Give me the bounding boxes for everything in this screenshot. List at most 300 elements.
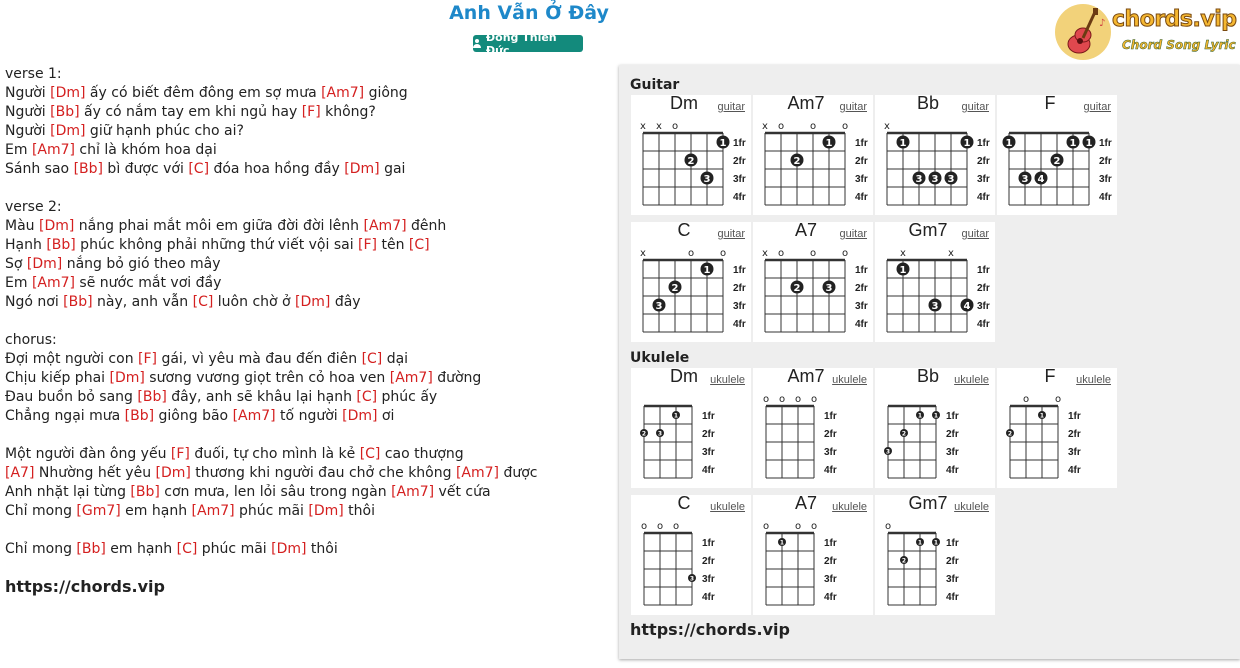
fret-number-label: 3fr bbox=[1068, 447, 1081, 458]
instrument-link[interactable]: ukulele bbox=[832, 374, 867, 386]
chord-name: Am7 bbox=[787, 93, 825, 113]
finger-number: 1 bbox=[1069, 138, 1077, 149]
chord-link[interactable]: [Am7] bbox=[363, 218, 407, 234]
finger-number: 3 bbox=[931, 174, 939, 185]
finger-dot bbox=[916, 411, 924, 420]
lyric-text: chorus: bbox=[5, 332, 57, 348]
chord-name: Dm bbox=[670, 93, 698, 113]
finger-number: 1 bbox=[899, 265, 907, 276]
instrument-link[interactable]: guitar bbox=[717, 228, 745, 240]
song-title: Anh Vẫn Ở Đây bbox=[449, 2, 609, 24]
lyric-text: cao thượng bbox=[380, 446, 464, 462]
fret-number-label: 4fr bbox=[946, 592, 959, 603]
instrument-link[interactable]: guitar bbox=[961, 228, 989, 240]
open-string-mark: o bbox=[687, 248, 695, 259]
fret-number-label: 3fr bbox=[702, 447, 715, 458]
finger-number: 1 bbox=[933, 539, 939, 547]
fret-number-label: 4fr bbox=[1068, 465, 1081, 476]
finger-dot bbox=[685, 154, 698, 168]
svg-text:♪: ♪ bbox=[1099, 18, 1106, 29]
chord-link[interactable]: [Dm] bbox=[50, 123, 86, 139]
chord-diagram-guitar[interactable] bbox=[875, 222, 995, 342]
chord-link[interactable]: [Dm] bbox=[344, 161, 380, 177]
finger-number: 2 bbox=[641, 430, 647, 438]
lyric-text: Đợi một người con bbox=[5, 351, 139, 367]
chord-name: F bbox=[1044, 366, 1056, 386]
finger-dot bbox=[823, 136, 836, 150]
chord-name: C bbox=[677, 220, 691, 240]
muted-string-mark: x bbox=[656, 121, 662, 132]
fret-number-label: 3fr bbox=[1099, 174, 1112, 185]
finger-dot bbox=[900, 556, 908, 565]
fret-number-label: 4fr bbox=[733, 192, 746, 203]
finger-dot bbox=[1067, 136, 1080, 150]
lyric-text: em hạnh bbox=[120, 503, 192, 519]
logo-subtitle: Chord Song Lyric bbox=[1122, 38, 1236, 52]
site-logo[interactable] bbox=[1054, 3, 1240, 63]
finger-dot bbox=[823, 281, 836, 295]
lyric-text: tên bbox=[377, 237, 409, 253]
fret-number-label: 1fr bbox=[855, 138, 868, 149]
finger-number: 2 bbox=[671, 283, 679, 294]
chord-link[interactable]: [Dm] bbox=[38, 218, 75, 234]
chord-link[interactable]: [Am7] bbox=[321, 85, 365, 101]
finger-number: 2 bbox=[687, 156, 695, 167]
fret-number-label: 1fr bbox=[946, 411, 959, 422]
fret-number-label: 2fr bbox=[702, 429, 715, 440]
finger-number: 2 bbox=[1053, 156, 1061, 167]
open-string-mark: o bbox=[1054, 394, 1062, 405]
lyric-line bbox=[5, 255, 605, 274]
lyric-text: nắng phai mắt môi em giữa đời đời lênh bbox=[74, 218, 364, 234]
person-icon bbox=[473, 39, 481, 48]
open-string-mark: o bbox=[794, 521, 802, 532]
finger-dot bbox=[656, 429, 664, 438]
fret-number-label: 2fr bbox=[1099, 156, 1112, 167]
lyric-text: ơi bbox=[377, 408, 395, 424]
site-url-link-panel[interactable]: https://chords.vip bbox=[630, 620, 790, 639]
fret-number-label: 3fr bbox=[946, 574, 959, 585]
fret-number-label: 1fr bbox=[824, 538, 837, 549]
finger-dot bbox=[897, 263, 910, 277]
chord-link[interactable]: [Am7] bbox=[391, 484, 435, 500]
finger-number: 2 bbox=[901, 430, 907, 438]
lyric-line bbox=[5, 141, 605, 160]
lyric-text: đuối, tự cho mình là kẻ bbox=[189, 446, 360, 462]
chord-diagram-guitar[interactable] bbox=[875, 95, 995, 215]
lyric-text: Người bbox=[5, 123, 51, 139]
fret-number-label: 3fr bbox=[946, 447, 959, 458]
lyric-line bbox=[5, 540, 605, 559]
lyric-text: cơn mưa, len lỏi sâu trong ngàn bbox=[159, 484, 392, 500]
open-string-mark: o bbox=[672, 521, 680, 532]
instrument-link[interactable]: guitar bbox=[961, 101, 989, 113]
lyric-text: này, anh vẫn bbox=[92, 294, 193, 310]
muted-string-mark: x bbox=[948, 248, 954, 259]
chord-diagram-guitar[interactable] bbox=[753, 222, 873, 342]
chord-link[interactable]: [Am7] bbox=[191, 503, 235, 519]
chord-link[interactable]: [F] bbox=[301, 104, 321, 120]
chord-link[interactable]: [Dm] bbox=[308, 503, 344, 519]
open-string-mark: o bbox=[841, 121, 849, 132]
open-string-mark: o bbox=[810, 521, 818, 532]
lyric-text: Chẳng ngại mưa bbox=[5, 408, 125, 424]
chord-name: A7 bbox=[794, 493, 818, 513]
finger-dot bbox=[669, 281, 682, 295]
finger-dot bbox=[640, 429, 648, 438]
fret-number-label: 1fr bbox=[977, 265, 990, 276]
chord-link[interactable]: [C] bbox=[356, 389, 378, 405]
fret-number-label: 4fr bbox=[733, 319, 746, 330]
fret-number-label: 2fr bbox=[977, 283, 990, 294]
instrument-link[interactable]: guitar bbox=[839, 101, 867, 113]
chord-diagram-guitar[interactable] bbox=[753, 95, 873, 215]
guitar-logo-icon bbox=[1055, 4, 1111, 60]
open-string-mark: o bbox=[762, 394, 770, 405]
muted-string-mark: x bbox=[762, 121, 768, 132]
chord-link[interactable]: [C] bbox=[176, 541, 198, 557]
lyric-line bbox=[5, 502, 605, 521]
instrument-link[interactable]: ukulele bbox=[954, 374, 989, 386]
artist-name: Đông Thiên Đức bbox=[485, 30, 557, 57]
finger-number: 3 bbox=[655, 301, 663, 312]
finger-number: 1 bbox=[673, 412, 679, 420]
finger-number: 3 bbox=[915, 174, 923, 185]
finger-number: 1 bbox=[917, 539, 923, 547]
lyric-text: đênh bbox=[406, 218, 447, 234]
lyric-line bbox=[5, 160, 605, 179]
chord-link[interactable]: [Am7] bbox=[232, 408, 276, 424]
chord-link[interactable]: [Bb] bbox=[46, 237, 76, 253]
lyric-text: đóa hoa hồng đầy bbox=[209, 161, 345, 177]
chord-diagram-ukulele[interactable] bbox=[631, 495, 751, 615]
lyric-text: Chỉ mong bbox=[5, 503, 77, 519]
fret-number-label: 1fr bbox=[824, 411, 837, 422]
finger-dot bbox=[932, 411, 940, 420]
open-string-mark: o bbox=[884, 521, 892, 532]
chord-name: A7 bbox=[794, 220, 818, 240]
finger-number: 1 bbox=[703, 265, 711, 276]
lyric-text: vết cứa bbox=[434, 484, 491, 500]
lyric-line bbox=[5, 464, 605, 483]
lyric-text: giông bbox=[364, 85, 408, 101]
finger-dot bbox=[1019, 172, 1032, 186]
finger-number: 2 bbox=[1007, 430, 1013, 438]
chord-diagram-guitar[interactable] bbox=[631, 222, 751, 342]
chord-link[interactable]: [Bb] bbox=[50, 104, 80, 120]
logo-text: chords.vip bbox=[1112, 7, 1237, 32]
lyric-text: Sánh sao bbox=[5, 161, 74, 177]
open-string-mark: o bbox=[1022, 394, 1030, 405]
artist-badge[interactable] bbox=[473, 30, 583, 57]
lyric-text: Nhường hết yêu bbox=[34, 465, 156, 481]
chord-link[interactable]: [C] bbox=[188, 161, 210, 177]
instrument-link[interactable]: ukulele bbox=[954, 501, 989, 513]
open-string-mark: o bbox=[762, 521, 770, 532]
fret-number-label: 2fr bbox=[733, 156, 746, 167]
chord-link[interactable]: [Bb] bbox=[124, 408, 155, 424]
lyric-text: thương khi người đau chở che không bbox=[190, 465, 456, 481]
lyric-text: không? bbox=[320, 104, 376, 120]
fret-number-label: 3fr bbox=[702, 574, 715, 585]
fret-number-label: 4fr bbox=[702, 465, 715, 476]
fret-number-label: 2fr bbox=[1068, 429, 1081, 440]
fret-number-label: 2fr bbox=[733, 283, 746, 294]
lyric-text: phúc không phải những thứ viết vội sai bbox=[75, 237, 359, 253]
lyric-text: sẽ nước mắt vơi đầy bbox=[74, 275, 222, 291]
chord-link[interactable]: [Dm] bbox=[50, 85, 86, 101]
finger-number: 1 bbox=[933, 412, 939, 420]
lyric-line bbox=[5, 65, 605, 84]
finger-number: 1 bbox=[779, 539, 785, 547]
finger-number: 2 bbox=[793, 156, 801, 167]
fret-number-label: 1fr bbox=[702, 411, 715, 422]
finger-number: 3 bbox=[1021, 174, 1029, 185]
chord-link[interactable]: [Dm] bbox=[271, 541, 307, 557]
fret-number-label: 1fr bbox=[855, 265, 868, 276]
muted-string-mark: x bbox=[884, 121, 890, 132]
chord-name: Gm7 bbox=[908, 220, 948, 240]
lyric-text: được bbox=[499, 465, 538, 481]
finger-dot bbox=[916, 538, 924, 547]
lyric-text: tố người bbox=[275, 408, 343, 424]
fret-number-label: 4fr bbox=[824, 592, 837, 603]
instrument-link[interactable]: guitar bbox=[839, 228, 867, 240]
lyric-text: Chịu kiếp phai bbox=[5, 370, 110, 386]
chord-link[interactable]: [Bb] bbox=[137, 389, 167, 405]
lyric-text: Chỉ mong bbox=[5, 541, 77, 557]
fret-number-label: 1fr bbox=[733, 138, 746, 149]
chord-name: Gm7 bbox=[908, 493, 948, 513]
lyric-line bbox=[5, 445, 605, 464]
chord-link[interactable]: [Am7] bbox=[31, 275, 75, 291]
chord-name: F bbox=[1044, 93, 1056, 113]
open-string-mark: o bbox=[809, 248, 817, 259]
chord-link[interactable]: [Am7] bbox=[31, 142, 75, 158]
lyric-text: verse 2: bbox=[5, 199, 62, 215]
fret-number-label: 2fr bbox=[946, 429, 959, 440]
fret-number-label: 4fr bbox=[855, 192, 868, 203]
finger-dot bbox=[961, 299, 974, 313]
finger-number: 1 bbox=[719, 138, 727, 149]
open-string-mark: o bbox=[841, 248, 849, 259]
lyric-text: phúc ấy bbox=[377, 389, 438, 405]
finger-dot bbox=[688, 574, 696, 583]
chord-link[interactable]: [Dm] bbox=[155, 465, 191, 481]
lyric-text: Hạnh bbox=[5, 237, 47, 253]
section-label-ukulele: Ukulele bbox=[630, 350, 690, 366]
chord-link[interactable]: [Dm] bbox=[295, 294, 331, 310]
lyrics-body bbox=[5, 65, 605, 559]
chord-link[interactable]: [Dm] bbox=[26, 256, 63, 272]
fret-number-label: 4fr bbox=[977, 192, 990, 203]
chord-diagram-guitar[interactable] bbox=[997, 95, 1117, 215]
lyric-text: đây, anh sẽ khâu lại hạnh bbox=[166, 389, 357, 405]
muted-string-mark: x bbox=[640, 121, 646, 132]
fret-number-label: 2fr bbox=[824, 556, 837, 567]
lyric-text: thôi bbox=[306, 541, 338, 557]
fret-number-label: 3fr bbox=[733, 301, 746, 312]
chord-diagram-guitar[interactable] bbox=[631, 95, 751, 215]
finger-dot bbox=[945, 172, 958, 186]
chord-link[interactable]: [Gm7] bbox=[76, 503, 121, 519]
muted-string-mark: x bbox=[640, 248, 646, 259]
lyric-line bbox=[5, 84, 605, 103]
open-string-mark: o bbox=[794, 394, 802, 405]
lyric-line bbox=[5, 198, 605, 217]
fret-number-label: 4fr bbox=[824, 465, 837, 476]
fret-number-label: 4fr bbox=[977, 319, 990, 330]
finger-dot bbox=[929, 299, 942, 313]
chord-diagram-ukulele[interactable] bbox=[997, 368, 1117, 488]
finger-number: 1 bbox=[1039, 412, 1045, 420]
fret-number-label: 2fr bbox=[702, 556, 715, 567]
chord-name: C bbox=[677, 493, 691, 513]
finger-number: 4 bbox=[1037, 174, 1045, 185]
site-url-link[interactable]: https://chords.vip bbox=[5, 577, 165, 596]
lyric-text: sương vương giọt trên cỏ hoa ven bbox=[144, 370, 390, 386]
lyric-text: gái, vì yêu mà đau đến điên bbox=[157, 351, 362, 367]
chord-link[interactable]: [C] bbox=[361, 351, 383, 367]
chord-link[interactable]: [C] bbox=[192, 294, 214, 310]
lyric-text: phúc mãi bbox=[234, 503, 309, 519]
finger-dot bbox=[653, 299, 666, 313]
finger-dot bbox=[791, 154, 804, 168]
chord-link[interactable]: [F] bbox=[170, 446, 190, 462]
fret-number-label: 3fr bbox=[855, 301, 868, 312]
lyric-text: nắng bỏ gió theo mây bbox=[62, 256, 221, 272]
lyric-text: chỉ là khóm hoa dại bbox=[74, 142, 217, 158]
fret-number-label: 1fr bbox=[702, 538, 715, 549]
lyric-text: verse 1: bbox=[5, 66, 62, 82]
chord-name: Dm bbox=[670, 366, 698, 386]
lyric-text: dại bbox=[382, 351, 409, 367]
lyric-text: bì được với bbox=[102, 161, 189, 177]
muted-string-mark: x bbox=[900, 248, 906, 259]
finger-number: 3 bbox=[885, 448, 891, 456]
lyric-line bbox=[5, 293, 605, 312]
lyric-text: gai bbox=[379, 161, 406, 177]
finger-dot bbox=[884, 447, 892, 456]
chord-diagram-ukulele[interactable] bbox=[875, 368, 995, 488]
chord-link[interactable]: [Bb] bbox=[63, 294, 93, 310]
chord-link[interactable]: [C] bbox=[359, 446, 381, 462]
open-string-mark: o bbox=[778, 394, 786, 405]
lyric-text: luôn chờ ở bbox=[213, 294, 296, 310]
finger-dot bbox=[900, 429, 908, 438]
instrument-link[interactable]: guitar bbox=[1083, 101, 1111, 113]
lyric-text: ấy có nắm tay em khi ngủ hay bbox=[79, 104, 302, 120]
lyric-text: đây bbox=[330, 294, 361, 310]
instrument-link[interactable]: ukulele bbox=[710, 501, 745, 513]
open-string-mark: o bbox=[671, 121, 679, 132]
lyric-line bbox=[5, 217, 605, 236]
section-label-guitar: Guitar bbox=[630, 77, 680, 93]
lyric-line bbox=[5, 388, 605, 407]
chord-link[interactable]: [A7] bbox=[5, 465, 35, 481]
lyric-line bbox=[5, 369, 605, 388]
fret-number-label: 2fr bbox=[855, 156, 868, 167]
chord-diagram-ukulele[interactable] bbox=[631, 368, 751, 488]
instrument-link[interactable]: guitar bbox=[717, 101, 745, 113]
fret-number-label: 4fr bbox=[1099, 192, 1112, 203]
finger-dot bbox=[717, 136, 730, 150]
open-string-mark: o bbox=[809, 121, 817, 132]
finger-dot bbox=[929, 172, 942, 186]
finger-number: 3 bbox=[703, 174, 711, 185]
instrument-link[interactable]: ukulele bbox=[832, 501, 867, 513]
chord-diagram-ukulele[interactable] bbox=[753, 368, 873, 488]
chord-link[interactable]: [F] bbox=[138, 351, 158, 367]
lyric-text: phúc mãi bbox=[197, 541, 272, 557]
chord-link[interactable]: [Dm] bbox=[342, 408, 378, 424]
fret-number-label: 2fr bbox=[946, 556, 959, 567]
blank-line bbox=[5, 426, 605, 445]
finger-dot bbox=[897, 136, 910, 150]
fret-number-label: 1fr bbox=[977, 138, 990, 149]
chord-link[interactable]: [C] bbox=[408, 237, 430, 253]
finger-number: 3 bbox=[689, 575, 695, 583]
lyric-text: Sợ bbox=[5, 256, 27, 272]
finger-number: 2 bbox=[901, 557, 907, 565]
finger-number: 4 bbox=[963, 301, 971, 312]
lyric-text: đường bbox=[432, 370, 482, 386]
finger-dot bbox=[1038, 411, 1046, 420]
lyric-line bbox=[5, 122, 605, 141]
finger-number: 3 bbox=[931, 301, 939, 312]
open-string-mark: o bbox=[810, 394, 818, 405]
chord-diagram-ukulele[interactable] bbox=[753, 495, 873, 615]
instrument-link[interactable]: ukulele bbox=[710, 374, 745, 386]
finger-number: 1 bbox=[899, 138, 907, 149]
lyric-text: ấy có biết đêm đông em sợ mưa bbox=[85, 85, 322, 101]
finger-dot bbox=[672, 411, 680, 420]
blank-line bbox=[5, 521, 605, 540]
lyric-text: Ngó nơi bbox=[5, 294, 64, 310]
chord-link[interactable]: [Bb] bbox=[73, 161, 103, 177]
fret-number-label: 2fr bbox=[977, 156, 990, 167]
chord-link[interactable]: [F] bbox=[358, 237, 378, 253]
lyric-text: Đau buồn bỏ sang bbox=[5, 389, 138, 405]
chord-link[interactable]: [Am7] bbox=[455, 465, 499, 481]
chord-diagram-ukulele[interactable] bbox=[875, 495, 995, 615]
finger-dot bbox=[1006, 429, 1014, 438]
fret-number-label: 1fr bbox=[733, 265, 746, 276]
fret-number-label: 3fr bbox=[855, 174, 868, 185]
instrument-link[interactable]: ukulele bbox=[1076, 374, 1111, 386]
finger-dot bbox=[1035, 172, 1048, 186]
chord-link[interactable]: [Am7] bbox=[389, 370, 433, 386]
muted-string-mark: x bbox=[762, 248, 768, 259]
finger-number: 1 bbox=[825, 138, 833, 149]
fret-number-label: 2fr bbox=[855, 283, 868, 294]
blank-line bbox=[5, 179, 605, 198]
chord-link[interactable]: [Bb] bbox=[76, 541, 106, 557]
chord-link[interactable]: [Bb] bbox=[130, 484, 160, 500]
lyric-line bbox=[5, 350, 605, 369]
fret-number-label: 4fr bbox=[946, 465, 959, 476]
finger-number: 3 bbox=[657, 430, 663, 438]
finger-dot bbox=[791, 281, 804, 295]
finger-dot bbox=[932, 538, 940, 547]
chord-link[interactable]: [Dm] bbox=[109, 370, 145, 386]
finger-dot bbox=[961, 136, 974, 150]
lyric-line bbox=[5, 103, 605, 122]
fret-number-label: 3fr bbox=[977, 301, 990, 312]
fret-number-label: 3fr bbox=[733, 174, 746, 185]
lyric-text: Một người đàn ông yếu bbox=[5, 446, 171, 462]
fret-number-label: 4fr bbox=[855, 319, 868, 330]
